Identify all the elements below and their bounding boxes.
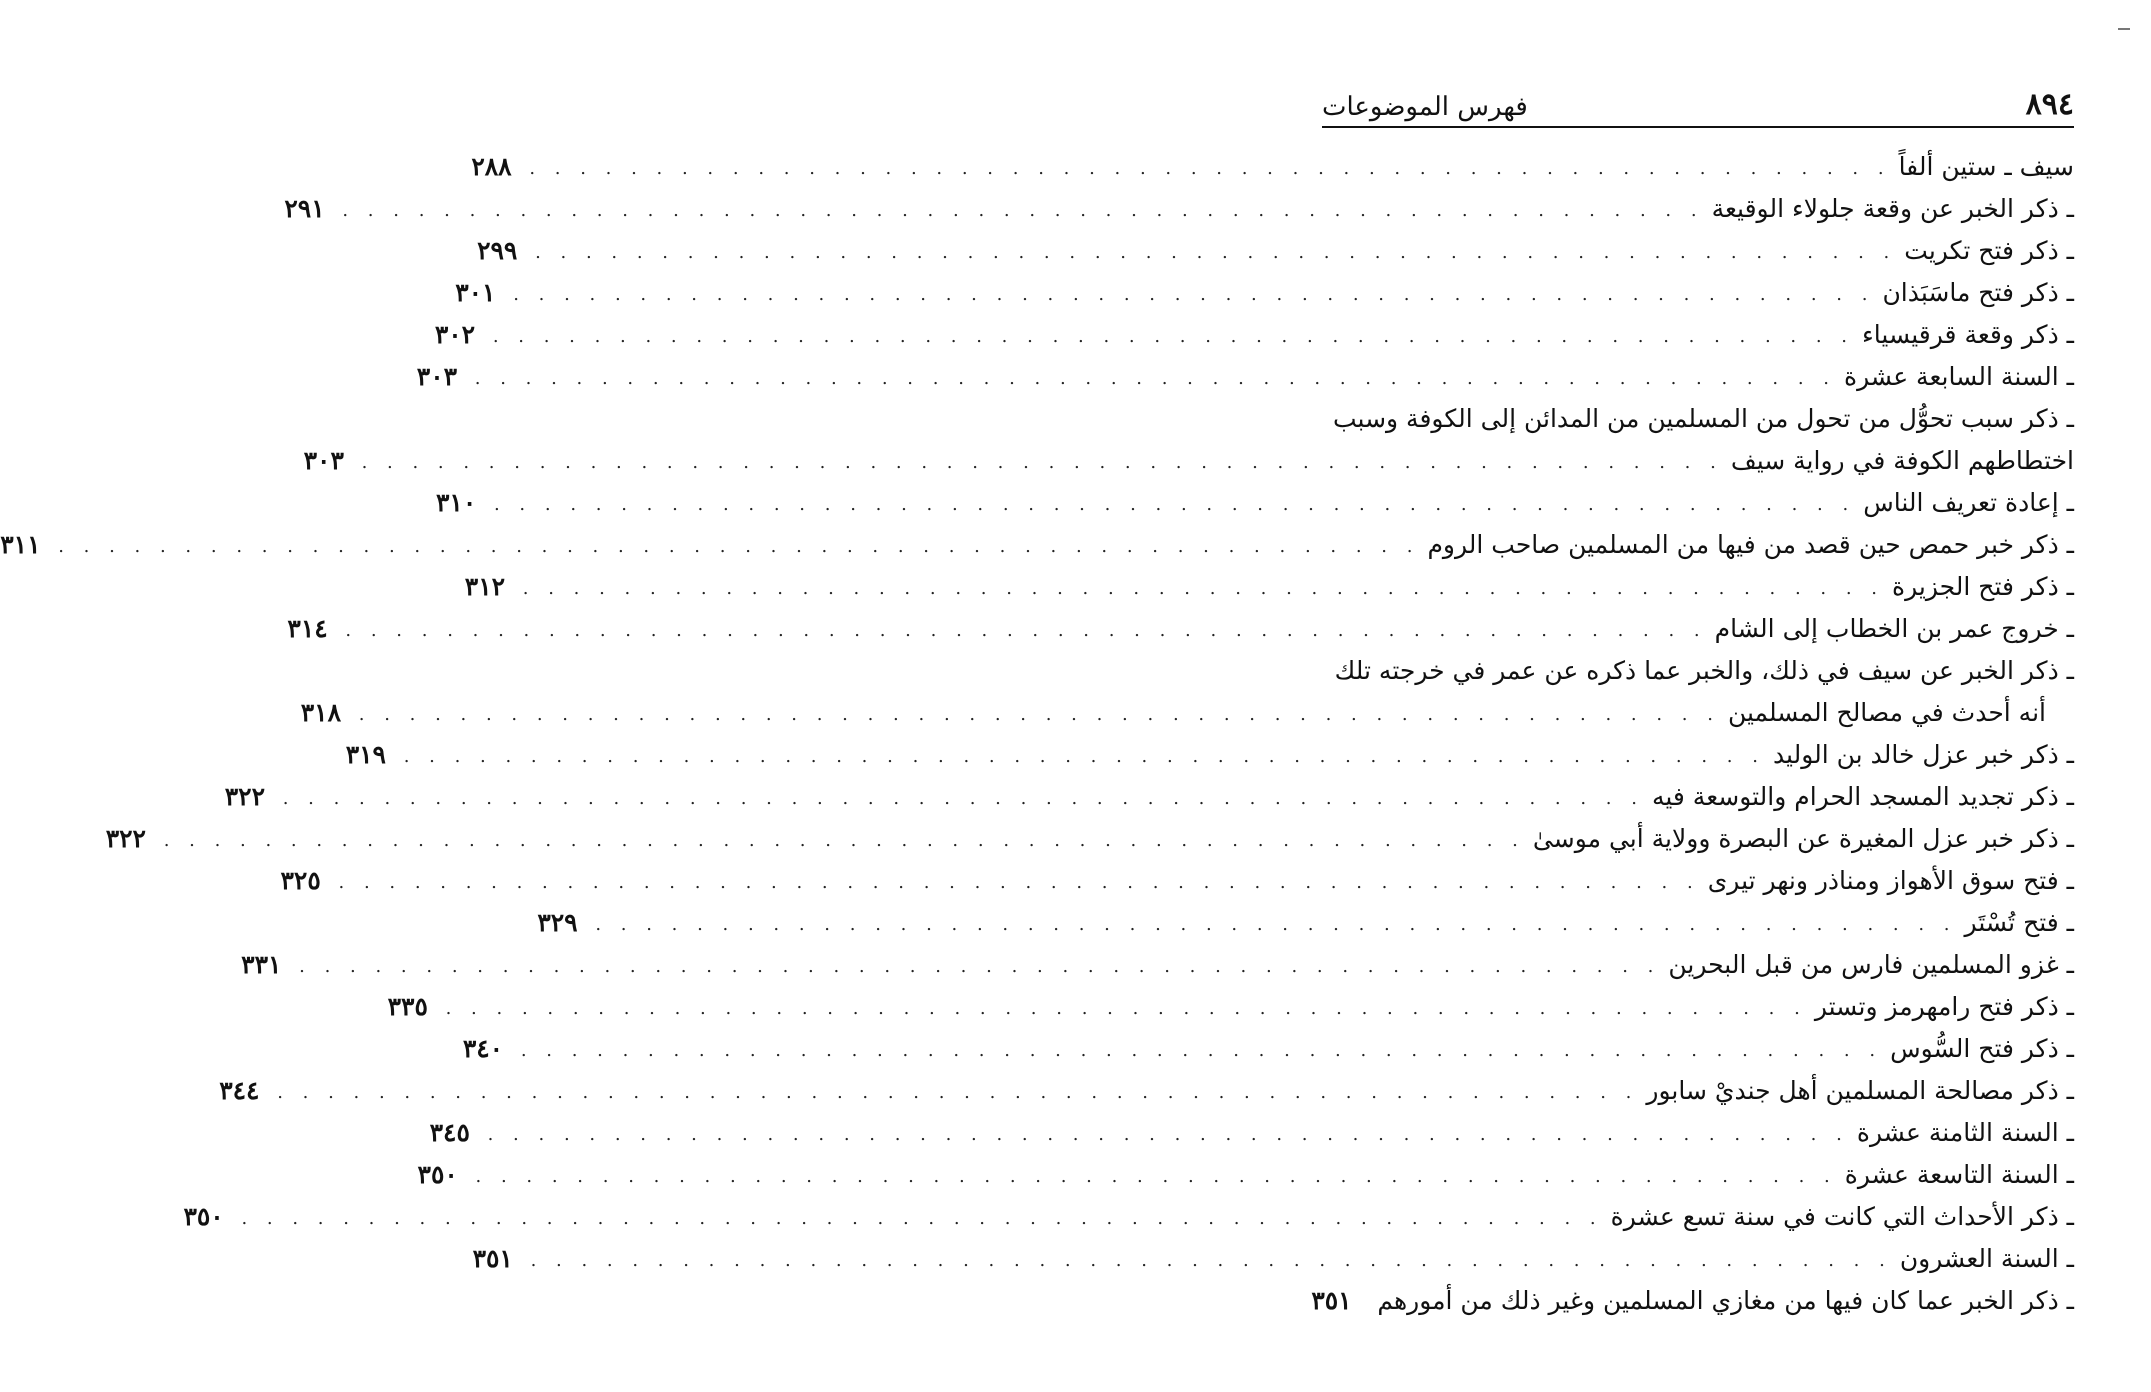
toc-entry-page: ٣٢٩ bbox=[537, 908, 578, 937]
dot-leader: . . . . . . . . . . . . . . . . . . . . . . . . . . . . . . . . . . . . . . . . . . . . . . . . . . . . . . bbox=[595, 914, 1957, 935]
toc-entry-title: ـ ذكر مصالحة المسلمين أهل جنديْ سابور bbox=[1646, 1076, 2074, 1105]
toc-entry bbox=[387, 982, 2074, 1024]
toc-entry-title: ـ ذكر تجديد المسجد الحرام والتوسعة فيه bbox=[1651, 782, 2074, 811]
toc-entry bbox=[472, 1234, 2074, 1276]
table-of-contents bbox=[0, 142, 2074, 1318]
toc-entry-title: ـ ذكر الخبر عن وقعة جلولاء الوقيعة bbox=[1711, 194, 2074, 223]
toc-entry-page: ٣٥٠ bbox=[417, 1160, 458, 1189]
toc-entry-title: ـ فتح تُسْتَر bbox=[1964, 908, 2074, 937]
toc-entry-page: ٣٠٣ bbox=[416, 362, 458, 391]
toc-entry-page: ٣٠٣ bbox=[303, 446, 344, 475]
dot-leader: . . . . . . . . . . . . . . . . . . . . . . . . . . . . . . . . . . . . . . . . . . . . . . . . . . . . . . bbox=[361, 452, 1723, 473]
toc-entry-page: ٣١٢ bbox=[464, 572, 506, 601]
toc-entry bbox=[455, 268, 2074, 310]
toc-entry-page: ٣٤٤ bbox=[219, 1076, 260, 1105]
toc-entry bbox=[224, 772, 2074, 814]
dot-leader: . . . . . . . . . . . . . . . . . . . . . . . . . . . . . . . . . . . . . . . . . . . . . . . . . . . . . . bbox=[475, 1166, 1837, 1187]
dot-leader: . . . . . . . . . . . . . . . . . . . . . . . . . . . . . . . . . . . . . . . . . . . . . . . . . . . . . . bbox=[530, 1250, 1892, 1271]
toc-entry-page: ٣٣١ bbox=[241, 950, 282, 979]
toc-entry-title: ـ السنة التاسعة عشرة bbox=[1844, 1160, 2074, 1189]
toc-entry-title: ـ ذكر وقعة قرقيسياء bbox=[1862, 320, 2074, 349]
dot-leader: . . . . . . . . . . . . . . . . . . . . . . . . . . . . . . . . . . . . . . . . . . . . . . . . . . . . . . bbox=[358, 704, 1720, 725]
dot-leader: . . . . . . . . . . . . . . . . . . . . . . . . . . . . . . . . . . . . . . . . . . . . . . . . . . . . . . bbox=[241, 1208, 1603, 1229]
toc-entry-page: ٣٠١ bbox=[455, 278, 496, 307]
toc-entry-page: ٢٩١ bbox=[284, 194, 325, 223]
toc-entry bbox=[280, 856, 2074, 898]
toc-entry bbox=[1322, 646, 2074, 688]
toc-entry-page: ٣٠٢ bbox=[434, 320, 476, 349]
toc-entry-title: ـ ذكر الخبر عما كان فيها من مغازي المسلمين وغير ذلك من أمورهم bbox=[1377, 1286, 2074, 1315]
toc-entry-title: ـ فتح سوق الأهواز ومناذر ونهر تيرى bbox=[1707, 866, 2074, 895]
dot-leader: . . . . . . . . . . . . . . . . . . . . . . . . . . . . . . . . . . . . . . . . . . . . . . . . . . . . . . bbox=[163, 830, 1525, 851]
dot-leader: . . . . . . . . . . . . . . . . . . . . . . . . . . . . . . . . . . . . . . . . . . . . . . . . . . . . . . bbox=[345, 620, 1707, 641]
toc-entry bbox=[537, 898, 2074, 940]
toc-entry bbox=[434, 310, 2074, 352]
toc-entry-title: اختطاطهم الكوفة في رواية سيف bbox=[1730, 446, 2074, 475]
toc-entry bbox=[464, 562, 2074, 604]
toc-entry-title: ـ ذكر فتح ماسَبَذان bbox=[1882, 278, 2074, 307]
dot-leader: . . . . . . . . . . . . . . . . . . . . . . . . . . . . . . . . . . . . . . . . . . . . . . . . . . . . . . bbox=[58, 536, 1420, 557]
toc-entry-page: ٣٤٠ bbox=[462, 1034, 504, 1063]
toc-entry-title: ـ السنة العشرون bbox=[1899, 1244, 2074, 1273]
dot-leader: . . . . . . . . . . . . . . . . . . . . . . . . . . . . . . . . . . . . . . . . . . . . . . . . . . . . . . bbox=[299, 956, 1661, 977]
toc-entry-title: ـ غزو المسلمين فارس من قبل البحرين bbox=[1668, 950, 2074, 979]
toc-entry-continuation bbox=[300, 688, 2074, 730]
toc-entry-page: ٣٢٢ bbox=[224, 782, 266, 811]
dot-leader: . . . . . . . . . . . . . . . . . . . . . . . . . . . . . . . . . . . . . . . . . . . . . . . . . . . . . . bbox=[529, 158, 1891, 179]
toc-entry-title: ـ ذكر الخبر عن سيف في ذلك، والخبر عما ذكره عن عمر في خرجته تلك bbox=[1334, 656, 2074, 685]
dot-leader: . . . . . . . . . . . . . . . . . . . . . . . . . . . . . . . . . . . . . . . . . . . . . . . . . . . . . . bbox=[520, 1040, 1883, 1061]
toc-entry bbox=[0, 520, 2074, 562]
toc-entry-title: ـ ذكر خبر عزل المغيرة عن البصرة وولاية أبي موسىٰ bbox=[1532, 824, 2074, 853]
dot-leader: . . . . . . . . . . . . . . . . . . . . . . . . . . . . . . . . . . . . . . . . . . . . . . . . . . . . . . bbox=[282, 788, 1644, 809]
dot-leader: . . . . . . . . . . . . . . . . . . . . . . . . . . . . . . . . . . . . . . . . . . . . . . . . . . . . . . bbox=[522, 578, 1885, 599]
toc-entry bbox=[183, 1192, 2074, 1234]
toc-entry-page: ٣١٤ bbox=[287, 614, 328, 643]
dot-leader: . . . . . . . . . . . . . . . . . . . . . . . . . . . . . . . . . . . . . . . . . . . . . . . . . . . . . . bbox=[493, 494, 1856, 515]
toc-entry bbox=[345, 730, 2074, 772]
header-title: فهرس الموضوعات bbox=[1322, 92, 1528, 122]
toc-entry-title: ـ السنة الثامنة عشرة bbox=[1856, 1118, 2074, 1147]
dot-leader: . . . . . . . . . . . . . . . . . . . . . . . . . . . . . . . . . . . . . . . . . . . . . . . . . . . . . . bbox=[338, 872, 1700, 893]
running-header bbox=[1322, 88, 2074, 128]
dot-leader: . . . . . . . . . . . . . . . . . . . . . . . . . . . . . . . . . . . . . . . . . . . . . . . . . . . . . . bbox=[487, 1124, 1849, 1145]
toc-entry-title: ـ ذكر فتح السُّوس bbox=[1890, 1034, 2074, 1063]
toc-entry-page: ٣١١ bbox=[0, 530, 41, 559]
toc-entry-page: ٣٢٥ bbox=[280, 866, 321, 895]
toc-entry bbox=[241, 940, 2074, 982]
toc-entry-title: ـ ذكر الأحداث التي كانت في سنة تسع عشرة bbox=[1610, 1202, 2074, 1231]
toc-entry-title: سيف ـ ستين ألفاً bbox=[1898, 152, 2074, 181]
toc-entry bbox=[284, 184, 2074, 226]
toc-entry bbox=[429, 1108, 2074, 1150]
toc-entry-continuation bbox=[303, 436, 2074, 478]
toc-entry-title: ـ ذكر فتح تكريت bbox=[1904, 236, 2074, 265]
toc-entry-page: ٣٥١ bbox=[1311, 1286, 1352, 1315]
toc-entry-title: ـ إعادة تعريف الناس bbox=[1863, 488, 2074, 517]
toc-entry-page: ٢٩٩ bbox=[477, 236, 518, 265]
dot-leader: . . . . . . . . . . . . . . . . . . . . . . . . . . . . . . . . . . . . . . . . . . . . . . . . . . . . . . bbox=[535, 242, 1897, 263]
toc-entry-page: ٣٣٥ bbox=[387, 992, 428, 1021]
page-number: ٨٩٤ bbox=[2025, 87, 2074, 122]
dot-leader: . . . . . . . . . . . . . . . . . . . . . . . . . . . . . . . . . . . . . . . . . . . . . . . . . . . . . . bbox=[445, 998, 1807, 1019]
toc-entry-page: ٣١٨ bbox=[300, 698, 342, 727]
toc-entry-title: أنه أحدث في مصالح المسلمين bbox=[1727, 698, 2046, 727]
toc-entry-page: ٢٨٨ bbox=[471, 152, 512, 181]
toc-entry bbox=[105, 814, 2074, 856]
dot-leader: . . . . . . . . . . . . . . . . . . . . . . . . . . . . . . . . . . . . . . . . . . . . . . . . . . . . . . bbox=[513, 284, 1875, 305]
toc-entry-title: ـ السنة السابعة عشرة bbox=[1844, 362, 2074, 391]
dot-leader: . . . . . . . . . . . . . . . . . . . . . . . . . . . . . . . . . . . . . . . . . . . . . . . . . . . . . . bbox=[492, 326, 1855, 347]
toc-entry bbox=[219, 1066, 2074, 1108]
toc-entry bbox=[435, 478, 2074, 520]
toc-entry-page: ٣١٩ bbox=[345, 740, 386, 769]
toc-entry-page: ٣٤٥ bbox=[429, 1118, 470, 1147]
toc-entry-title: ـ خروج عمر بن الخطاب إلى الشام bbox=[1714, 614, 2074, 643]
toc-entry bbox=[462, 1024, 2074, 1066]
toc-entry-page: ٣٥٠ bbox=[183, 1202, 224, 1231]
toc-entry bbox=[417, 1150, 2074, 1192]
toc-entry bbox=[471, 142, 2074, 184]
toc-entry-title: ـ ذكر فتح الجزيرة bbox=[1892, 572, 2074, 601]
toc-entry bbox=[477, 226, 2074, 268]
scan-mark bbox=[2118, 28, 2130, 30]
toc-entry-title: ـ ذكر خبر عزل خالد بن الوليد bbox=[1772, 740, 2074, 769]
toc-entry-title: ـ ذكر خبر حمص حين قصد من فيها من المسلمين صاحب الروم bbox=[1427, 530, 2074, 559]
toc-entry bbox=[1322, 394, 2074, 436]
dot-leader: . . . . . . . . . . . . . . . . . . . . . . . . . . . . . . . . . . . . . . . . . . . . . . . . . . . . . . bbox=[474, 368, 1836, 389]
toc-entry-page: ٣٥١ bbox=[472, 1244, 513, 1273]
toc-entry-title: ـ ذكر فتح رامهرمز وتستر bbox=[1814, 992, 2074, 1021]
toc-entry-page: ٣١٠ bbox=[435, 488, 477, 517]
dot-leader: . . . . . . . . . . . . . . . . . . . . . . . . . . . . . . . . . . . . . . . . . . . . . . . . . . . . . . bbox=[342, 200, 1704, 221]
toc-entry bbox=[287, 604, 2074, 646]
toc-entry bbox=[416, 352, 2074, 394]
toc-entry-page: ٣٢٢ bbox=[105, 824, 146, 853]
toc-entry-title: ـ ذكر سبب تحوُّل من تحول من المسلمين من المدائن إلى الكوفة وسبب bbox=[1332, 404, 2074, 433]
dot-leader: . . . . . . . . . . . . . . . . . . . . . . . . . . . . . . . . . . . . . . . . . . . . . . . . . . . . . . bbox=[403, 746, 1765, 767]
toc-entry bbox=[1311, 1276, 2074, 1318]
dot-leader: . . . . . . . . . . . . . . . . . . . . . . . . . . . . . . . . . . . . . . . . . . . . . . . . . . . . . . bbox=[277, 1082, 1639, 1103]
